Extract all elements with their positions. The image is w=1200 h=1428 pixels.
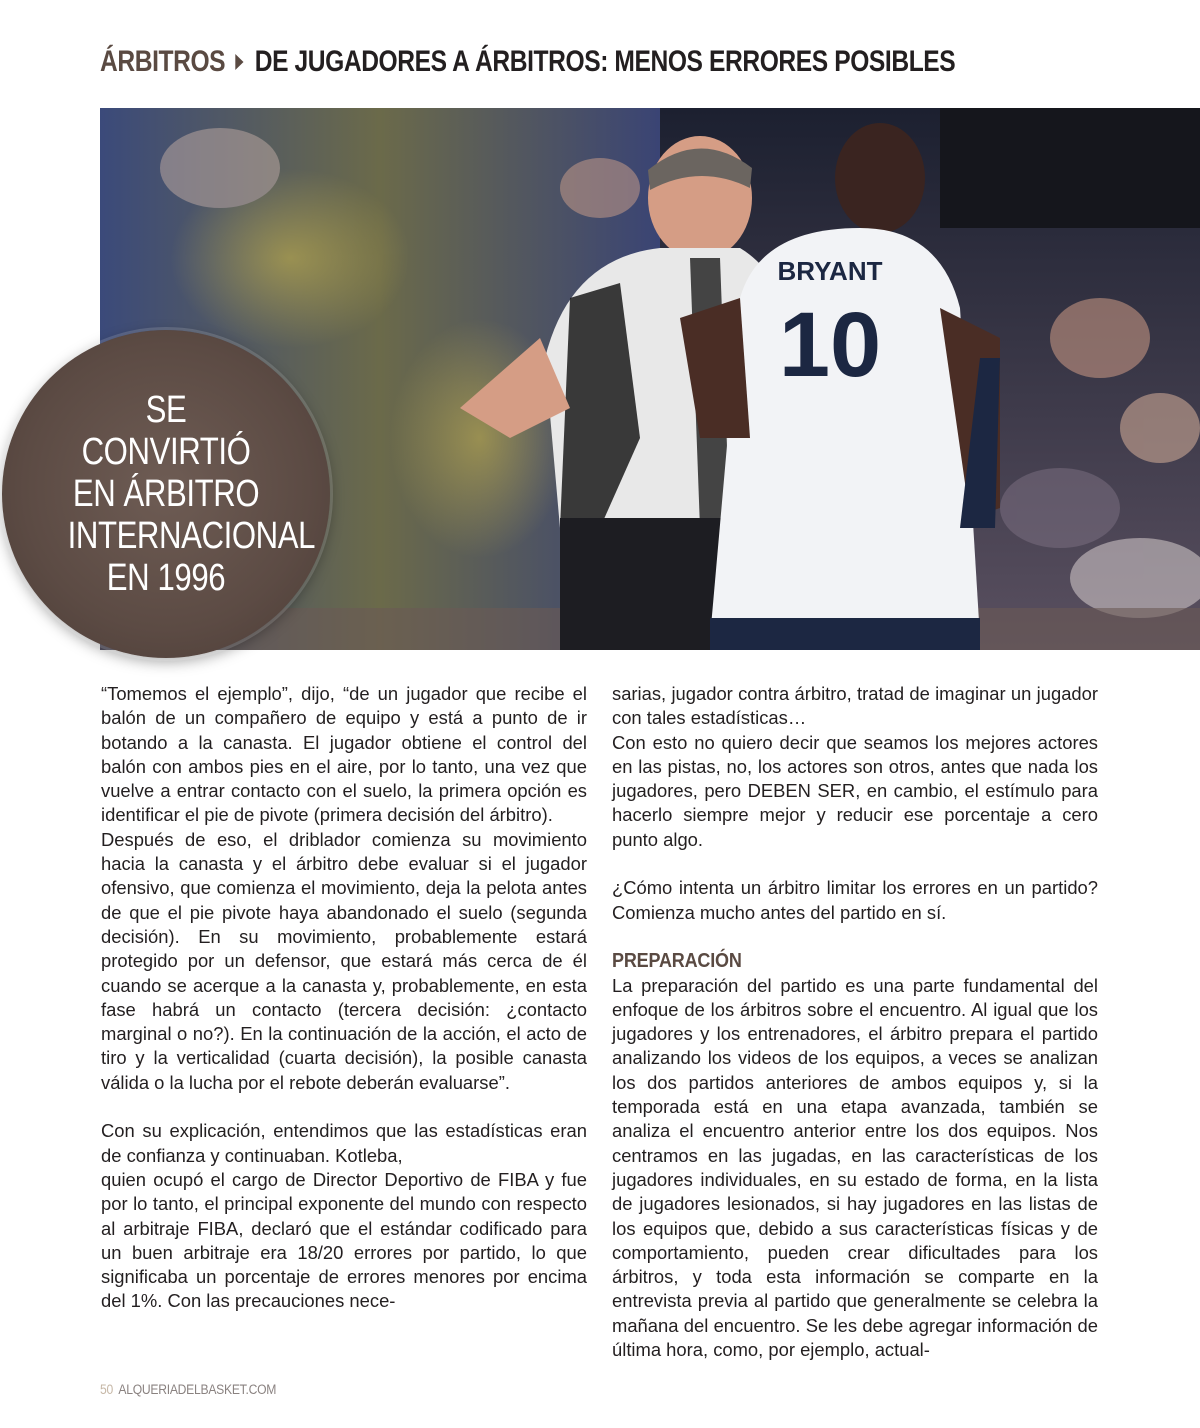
paragraph: sarias, jugador contra árbitro, tratad de imaginar un jugador con tales estadísticas…	[612, 683, 1098, 729]
page-footer	[100, 1382, 276, 1402]
paragraph: La preparación del partido es una parte fundamental del enfoque de los árbitros sobre el encuentro. Al igual que los jugadores y los entrenadores, el árbitro prepara el partido analizando los videos de los equipos, a veces se analizan los dos partidos anteriores de ambos equipos y, si la temporada está en una etapa avanzada, también se analiza el encuentro anterior entre los dos equipos. Nos centramos en las jugadas, en las características de los jugadores individuales, en su estado de forma, en la lista de jugadores lesionados, si hay jugadores en las listas de los equipos que, debido a sus características físicas y de comportamiento, pueden crear dificultades para los árbitros, y toda esta información se comparte en la entrevista previa al partido que generalmente se celebra la mañana del encuentro. Se les debe agregar información de última hora, como, por ejemplo, actual-	[612, 974, 1098, 1361]
section-heading: PREPARACIÓN	[612, 950, 742, 973]
section-label: ÁRBITROS	[100, 45, 226, 78]
right-column	[612, 682, 1098, 1362]
triangle-right-icon	[235, 54, 243, 70]
paragraph: Con su explicación, entendimos que las estadísticas eran de confianza y continuaban. Kotleba,	[101, 1120, 587, 1166]
page-header	[100, 40, 955, 84]
quote-badge	[2, 330, 330, 658]
paragraph: Con esto no quiero decir que seamos los mejores actores en las pistas, no, los actores son otros, antes que nada los jugadores, pero DEBEN SER, en cambio, el estímulo para hacerlo siempre mejor y reducir ese porcentaje a cero punto algo.	[612, 731, 1098, 850]
jersey-number: 10	[778, 294, 882, 396]
left-column	[101, 682, 587, 1314]
paragraph: “Tomemos el ejemplo”, dijo, “de un jugador que recibe el balón de un compañero de equipo y está a punto de ir botando a la canasta. El jugador obtiene el control del balón con ambos pies en el aire, por lo tanto, una vez que vuelve a entrar contacto con el suelo, la primera opción es identificar el pie de pivote (primera decisión del árbitro).	[101, 683, 587, 826]
paragraph: quien ocupó el cargo de Director Deportivo de FIBA y fue por lo tanto, el principal exponente del mundo con respecto al arbitraje FIBA, declaró que el estándar codificado para un buen arbitraje era 18/20 errores por partido, lo que significaba un porcentaje de errores menores por encima del 1%. Con las precauciones nece-	[101, 1168, 587, 1312]
site-name: ALQUERIADELBASKET.COM	[118, 1382, 277, 1397]
article-title: DE JUGADORES A ÁRBITROS: MENOS ERRORES POSIBLES	[254, 45, 956, 78]
jersey-name: BRYANT	[777, 256, 883, 286]
paragraph: ¿Cómo intenta un árbitro limitar los errores en un partido? Comienza mucho antes del partido en sí.	[612, 877, 1098, 923]
paragraph: Después de eso, el driblador comienza su movimiento hacia la canasta y el árbitro debe evaluar si el jugador ofensivo, que comienza el movimiento, deja la pelota antes de que el pie pivote haya abandonado el suelo (segunda decisión). En su movimiento, probablemente estará protegido por un defensor, que estará más cerca de él cuando se acerque a la canasta y, probablemente, en esta fase habrá un contacto (tercera decisión: ¿contacto marginal o no?). En la continuación de la acción, el acto de tiro y la verticalidad (cuarta decisión), la posible canasta válida o la lucha por el rebote deberán evaluarse”.	[101, 828, 587, 1093]
badge-text: SE CONVIRTIÓ EN ÁRBITRO INTERNACIONAL EN 1996	[67, 389, 316, 599]
page-number: 50	[100, 1382, 113, 1397]
